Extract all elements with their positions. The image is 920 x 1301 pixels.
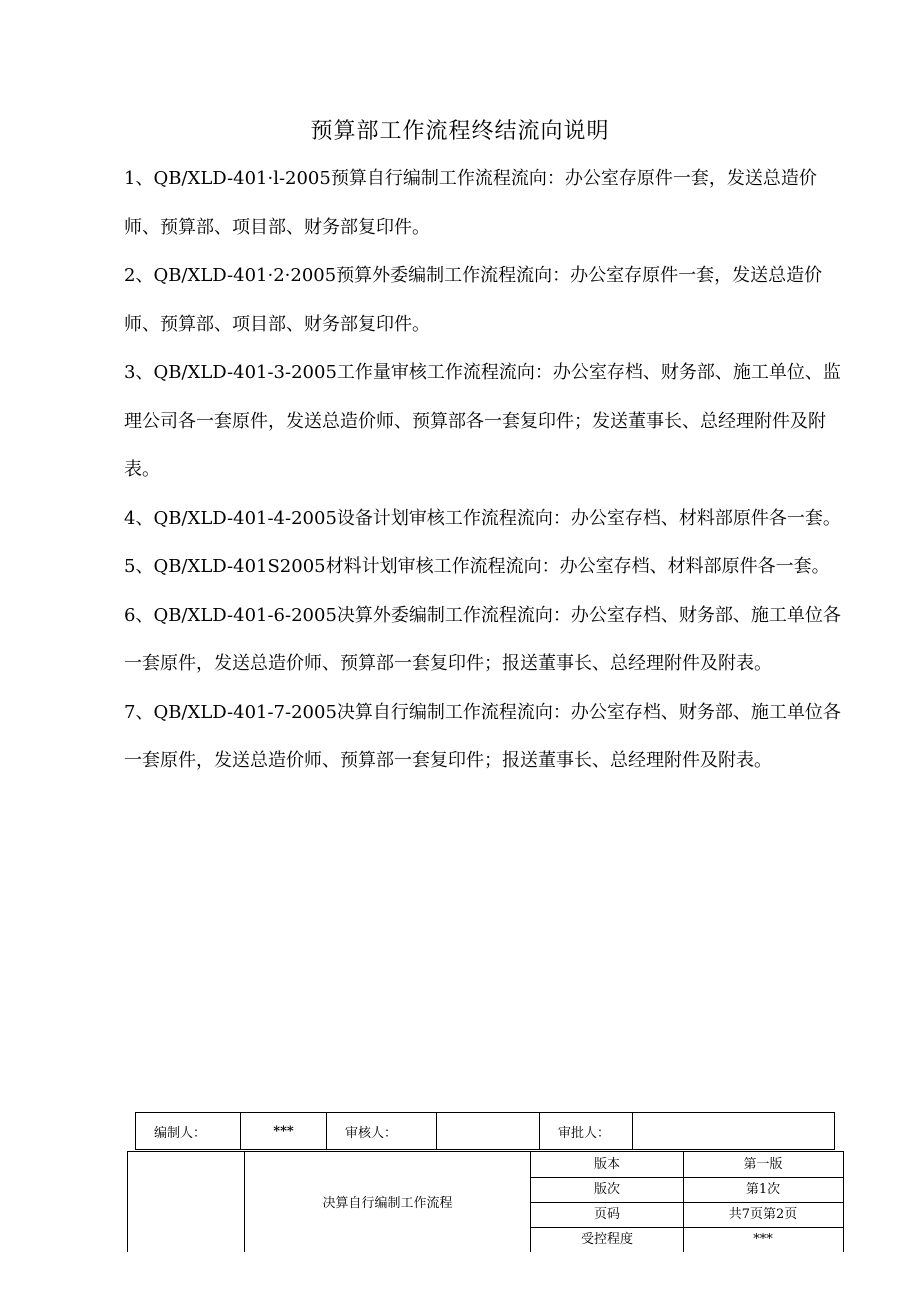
info-label-edition: 版次 [593, 1182, 620, 1197]
paragraph-2: 2、QB/XLD-401·2·2005预算外委编制工作流程流向：办公室存原件一套，发送总造价师、预算部、项目部、财务部复印件。 [124, 265, 823, 335]
editor-label: 编制人： [136, 1113, 241, 1150]
info-value-page: 共7页第2页 [728, 1207, 798, 1222]
info-label-version: 版本 [593, 1157, 620, 1172]
info-value-control: *** [753, 1232, 773, 1247]
paragraph-1: 1、QB/XLD-401·l-2005预算自行编制工作流程流向：办公室存原件一套，发送总造价师、预算部、项目部、财务部复印件。 [124, 168, 817, 238]
paragraph-6: 6、QB/XLD-401-6-2005决算外委编制工作流程流向：办公室存档、财务部、施工单位各一套原件，发送总造价师、预算部一套复印件；报送董事长、总经理附件及附表。 [124, 604, 841, 674]
approver-value [633, 1113, 835, 1150]
paragraph-7: 7、QB/XLD-401-7-2005决算自行编制工作流程流向：办公室存档、财务部、施工单位各一套原件，发送总造价师、预算部一套复印件；报送董事长、总经理附件及附表。 [124, 701, 841, 771]
document-info-block [127, 1151, 844, 1252]
signature-row [136, 1113, 835, 1150]
paragraph-3: 3、QB/XLD-401-3-2005工作量审核工作流程流向：办公室存档、财务部、施工单位、监理公司各一套原件，发送总造价师、预算部各一套复印件；发送董事长、总经理附件及附表。 [124, 362, 841, 480]
reviewer-value [437, 1113, 540, 1150]
paragraph-5: 5、QB/XLD-401S2005材料计划审核工作流程流向：办公室存档、材料部原件各一套。 [124, 556, 830, 577]
info-label-page: 页码 [593, 1207, 620, 1222]
info-doc-name: 决算自行编制工作流程 [322, 1196, 453, 1211]
info-left-border [127, 1152, 128, 1252]
info-value-edition: 第1次 [745, 1182, 781, 1197]
document-body [124, 155, 844, 786]
info-label-control: 受控程度 [580, 1232, 633, 1247]
reviewer-label: 审核人： [327, 1113, 437, 1150]
info-value-version: 第一版 [743, 1157, 783, 1172]
approver-label: 审批人： [540, 1113, 633, 1150]
signature-table [135, 1112, 835, 1150]
paragraph-4: 4、QB/XLD-401-4-2005设备计划审核工作流程流向：办公室存档、材料部原件各一套。 [124, 507, 841, 529]
editor-value: *** [241, 1113, 327, 1150]
document-title: 预算部工作流程终结流向说明 [310, 119, 610, 144]
